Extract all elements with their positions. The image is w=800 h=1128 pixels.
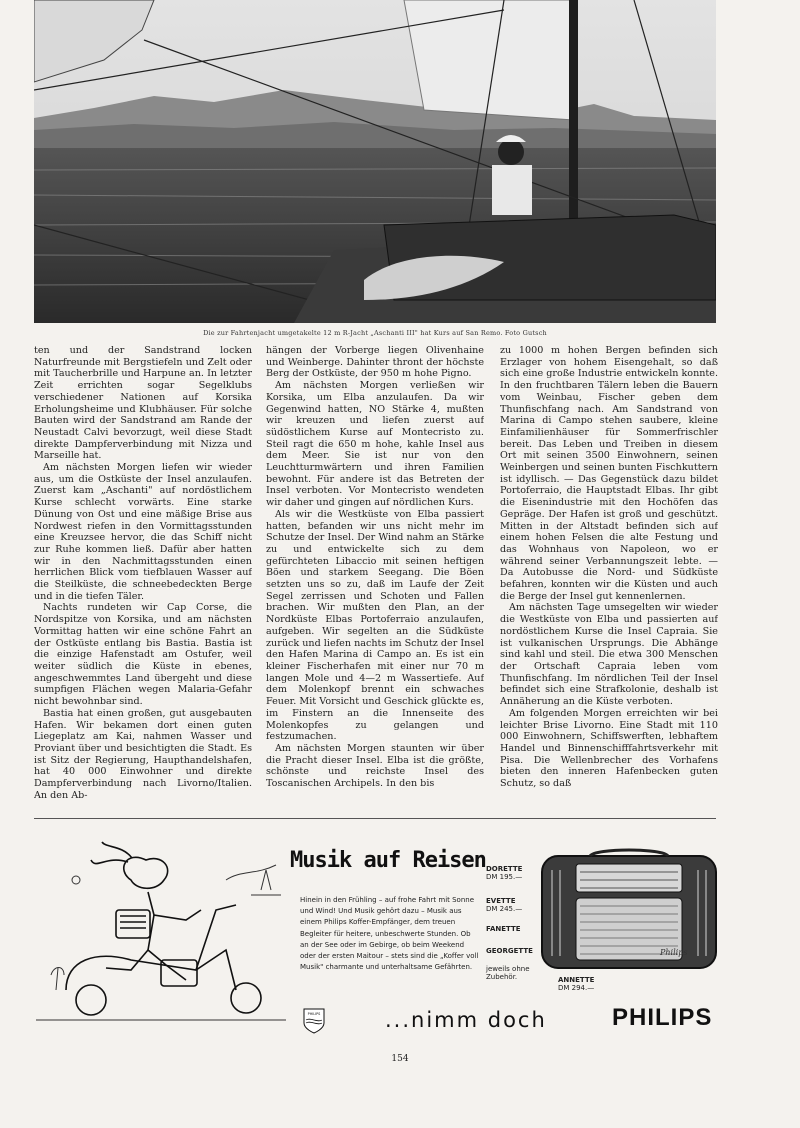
model-item: [486, 947, 533, 955]
paragraph: Als wir die Westküste von Elba passiert hatten, befanden wir uns nicht mehr im Schutze der Insel. Der Wind nahm an Stärke zu und entwickelte sich zu dem gefürchteten Libaccio mit seinen heftigen Böen und starkem Seegang. Die Böen setzten uns so zu, daß im Laufe der Zeit Segel zerrissen und Schoten und Fallen brachen. Wir mußten den Plan, an der Nordküste Elbas Portoferraio anzulaufen, aufgeben. Wir segelten an die Südküste zurück und liefen nachts im Schutz der Insel den Hafen Marina di Campo an. Es ist ein kleiner Fischerhafen mit einer nur 70 m langen Mole und 4—2 m Wassertiefe. Auf dem Molenkopf brennt ein schwaches Feuer. Mit Vorsicht und Geschick glückte es, im Finstern an die Innenseite des Molenkopfes zu gelangen und festzumachen.: [266, 508, 484, 743]
model-name: EVETTE: [486, 897, 516, 905]
scooter-girl-illustration: [36, 840, 286, 1030]
page-number: 154: [391, 1054, 409, 1064]
paragraph: Am nächsten Morgen liefen wir wieder aus, um die Ostküste der Insel anzulaufen. Zuerst kam „Aschanti" auf nordöstlichem Kurse schlecht vorwärts. Eine starke Dünung von Ost und eine mäßige Brise aus Nordwest riefen in den Vormittagsstunden eine Kreuzsee hervor, die das Schiff nicht zur Ruhe kommen ließ. Dafür aber hatten wir in den Nachmittagsstunden einen herrlichen Blick vom tiefblauen Wasser auf die Steilküste, die schneebedeckten Berge und in die tiefen Täler.: [34, 462, 252, 602]
accessory-note: jeweils ohne Zubehör.: [486, 965, 530, 982]
model-item: [486, 865, 522, 882]
article-column-1: [34, 345, 252, 799]
section-divider: [34, 818, 716, 819]
ad-slogan: ...nimm doch: [385, 1008, 547, 1032]
model-item-featured: [558, 976, 594, 993]
article-column-2: [266, 345, 484, 799]
model-item: [486, 925, 521, 933]
paragraph: Am nächsten Morgen staunten wir über die Pracht dieser Insel. Elba ist die größte, schönste und reichste Insel des Toscanischen Archipels. In den bis: [266, 742, 484, 790]
model-price: DM 195.—: [486, 873, 523, 882]
article-column-3: [500, 345, 718, 799]
model-price: DM 245.—: [486, 905, 523, 914]
shield-text: PHILIPS: [307, 1012, 321, 1016]
model-name: GEORGETTE: [486, 947, 533, 955]
model-name: DORETTE: [486, 865, 523, 873]
paragraph: hängen der Vorberge liegen Olivenhaine und Weinberge. Dahinter thront der höchste Berg der Ostküste, der 950 m hohe Pigno.: [266, 345, 484, 380]
ad-body-copy: Hinein in den Frühling – auf frohe Fahrt mit Sonne und Wind! Und Musik gehört dazu – Musik aus einem Philips Koffer-Empfänger, dem treuen Begleiter für heitere, unbeschwerte Stunden. Ob an der See oder im Gebirge, ob beim Weekend oder der ersten Maitour – stets sind die „Koffer voll Musik" charmante und unterhaltsame Gefährten.: [300, 896, 479, 972]
paragraph: Am folgenden Morgen erreichten wir bei leichter Brise Livorno. Eine Stadt mit 110 000 Einwohnern, Schiffswerften, lebhaftem Handel und Binnenschifffahrtsverkehr mit Pisa. Die Wellenbrecher des Vorhafens bieten den inneren Hafenbecken guten Schutz, so daß: [500, 707, 718, 790]
paragraph: Bastia hat einen großen, gut ausgebauten Hafen. Wir bekamen dort einen guten Liegeplatz am Kai, nahmen Wasser und Proviant über und besichtigten die Stadt. Es ist Sitz der Regierung, Haupthandelshafen, hat 40 000 Einwohner und direkte Dampferverbindung nach Livorno/Italien. An den Ab-: [34, 707, 252, 799]
paragraph: Am nächsten Morgen verließen wir Korsika, um Elba anzulaufen. Da wir Gegenwind hatten, NO Stärke 4, mußten wir kreuzen und liefen zuerst auf südöstlichem Kurse auf Montecristo zu. Steil ragt die 650 m hohe, kahle Insel aus dem Meer. Sie ist nur von den Leuchtturmwärtern und ihren Familien bewohnt. Für andere ist das Betreten der Insel verboten. Vor Montecristo wendeten wir daher und gingen auf nördlichen Kurs.: [266, 380, 484, 509]
model-name: FANETTE: [486, 925, 521, 933]
portable-radio-image: [540, 848, 718, 970]
paragraph: ten und der Sandstrand locken Naturfreunde mit Bergstiefeln und Zelt oder mit Taucherbrille und Harpune an. In letzter Zeit errichten sogar Segelklubs verschiedener Nationen auf Korsika Erholungsheime und Klubhäuser. Für solche Bauten wird der Sandstrand am Rande der Neustadt Calvi bevorzugt, weil diese Stadt direkte Dampferverbindung mit Nizza und Marseille hat.: [34, 345, 252, 462]
paragraph: zu 1000 m hohen Bergen befinden sich Erzlager von hohem Eisengehalt, so daß sich eine große Industrie entwickeln konnte. In den fruchtbaren Tälern leben die Bauern vom Weinbau, Fischer geben dem Thunfischfang nach. Am Sandstrand von Marina di Campo stehen saubere, kleine Einfamilienhäuser für Sommerfrischler bereit. Das Leben und Treiben in diesem Ort mit seinen 3500 Einwohnern, seinen Weinbergen und seinen bunten Fischkuttern ist idyllisch. — Das Gegenstück dazu bildet Portoferraio, die Hauptstadt Elbas. Ihr gibt die Eisenindustrie mit den Hochöfen das Gepräge. Der Hafen ist groß und geschützt. Mitten in der Altstadt befinden sich auf einem hohen Felsen die alte Festung und das Wohnhaus von Napoleon, wo er während seiner Verbannungszeit lebte. — Da Autobusse die Nord- und Südküste befahren, konnten wir die Küsten und auch die Berge der Insel gut kennenlernen.: [500, 345, 718, 602]
photo-caption: Die zur Fahrtenjacht umgetakelte 12 m R-Jacht „Aschanti III" hat Kurs auf San Remo. Foto Gutsch: [203, 329, 547, 337]
model-name: ANNETTE: [558, 976, 595, 984]
radio-brand-script: Philips: [660, 948, 688, 957]
paragraph: Nachts rundeten wir Cap Corse, die Nordspitze von Korsika, und am nächsten Vormittag hatten wir eine schöne Fahrt an der Ostküste entlang bis Bastia. Bastia ist die einzige Hafenstadt am Ostufer, weil weiter südlich die Küste in ebenes, angeschwemmtes Land übergeht und diese sumpfigen Flächen wegen Malaria-Gefahr nicht bewohnbar sind.: [34, 602, 252, 708]
model-price: DM 294.—: [558, 984, 595, 993]
brand-logo: PHILIPS: [612, 1004, 713, 1031]
model-item: [486, 897, 522, 914]
paragraph: Am nächsten Tage umsegelten wir wieder die Westküste von Elba und passierten auf nordöstlichem Kurse die Insel Capraia. Sie ist vulkanischen Ursprungs. Die Abhänge sind kahl und steil. Die etwa 300 Menschen der Ortschaft Capraia leben vom Thunfischfang. Im nördlichen Teil der Insel befindet sich eine Strafkolonie, deshalb ist Annäherung an die Küste verboten.: [500, 602, 718, 708]
ad-headline: Musik auf Reisen: [290, 848, 486, 873]
sailing-photo: [34, 0, 716, 323]
philips-shield-icon: [303, 1008, 325, 1034]
